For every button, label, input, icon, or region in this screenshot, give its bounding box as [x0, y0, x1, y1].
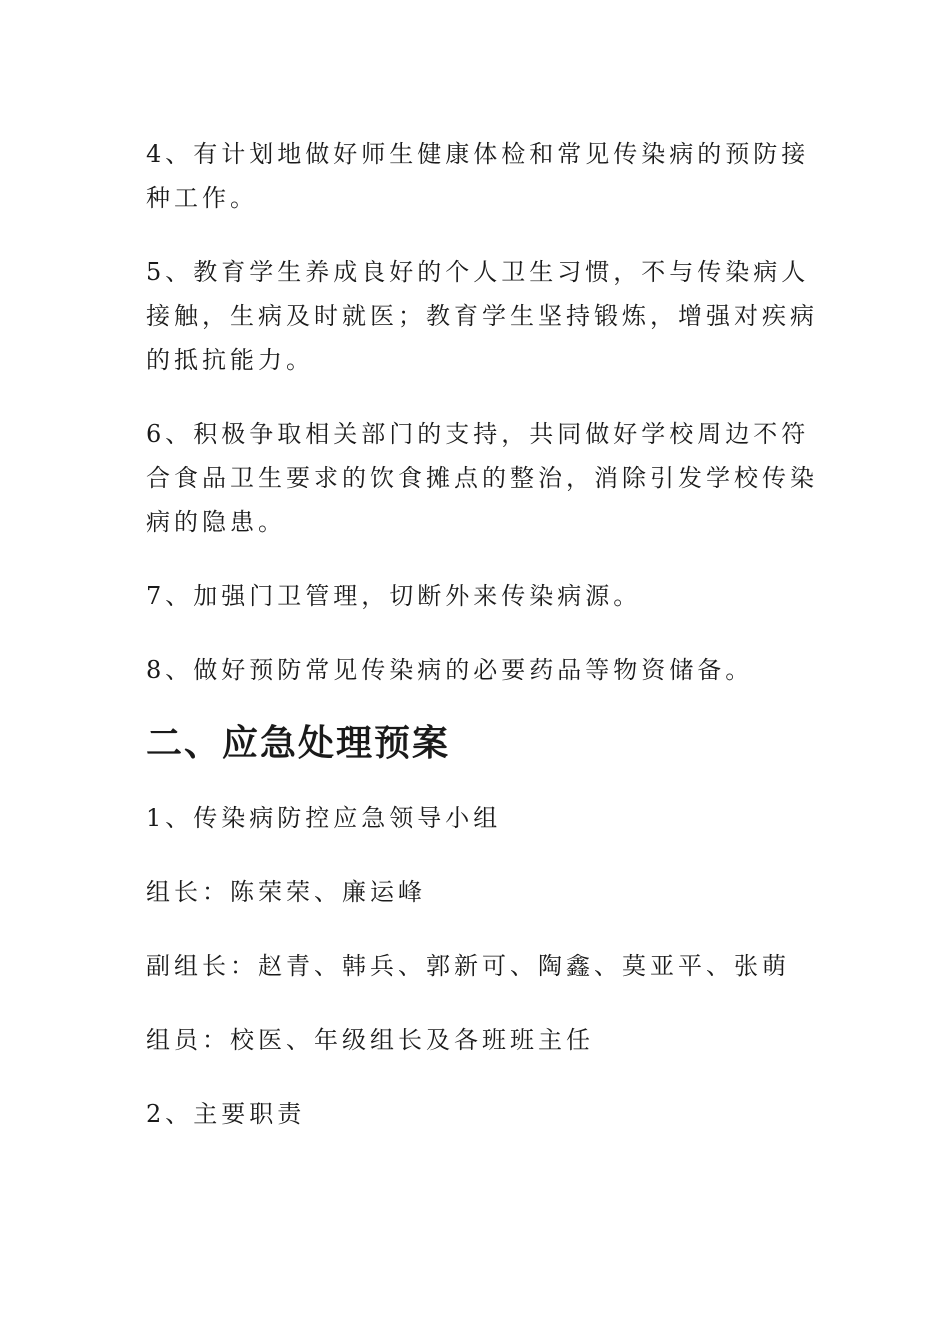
deputy-leader-line: 副组长：赵青、韩兵、郭新可、陶鑫、莫亚平、张萌	[146, 952, 790, 980]
document-body	[146, 132, 826, 1166]
paragraph-item-6: 6、积极争取相关部门的支持，共同做好学校周边不符合食品卫生要求的饮食摊点的整治，消除引发学校传染病的隐患。	[146, 420, 818, 536]
paragraph-item-7: 7、加强门卫管理，切断外来传染病源。	[146, 582, 642, 610]
main-duties-title: 2、主要职责	[146, 1100, 306, 1128]
paragraph-item-8: 8、做好预防常见传染病的必要药品等物资储备。	[146, 656, 754, 684]
paragraph-item-4: 4、有计划地做好师生健康体检和常见传染病的预防接种工作。	[146, 140, 810, 212]
group-leader-line: 组长：陈荣荣、廉运峰	[146, 878, 426, 906]
section-heading: 二、应急处理预案	[146, 723, 451, 764]
group-members-line: 组员：校医、年级组长及各班班主任	[146, 1026, 594, 1054]
paragraph-item-5: 5、教育学生养成良好的个人卫生习惯，不与传染病人接触，生病及时就医；教育学生坚持锻炼，增强对疾病的抵抗能力。	[146, 258, 818, 374]
leadership-group-title: 1、传染病防控应急领导小组	[146, 804, 502, 832]
